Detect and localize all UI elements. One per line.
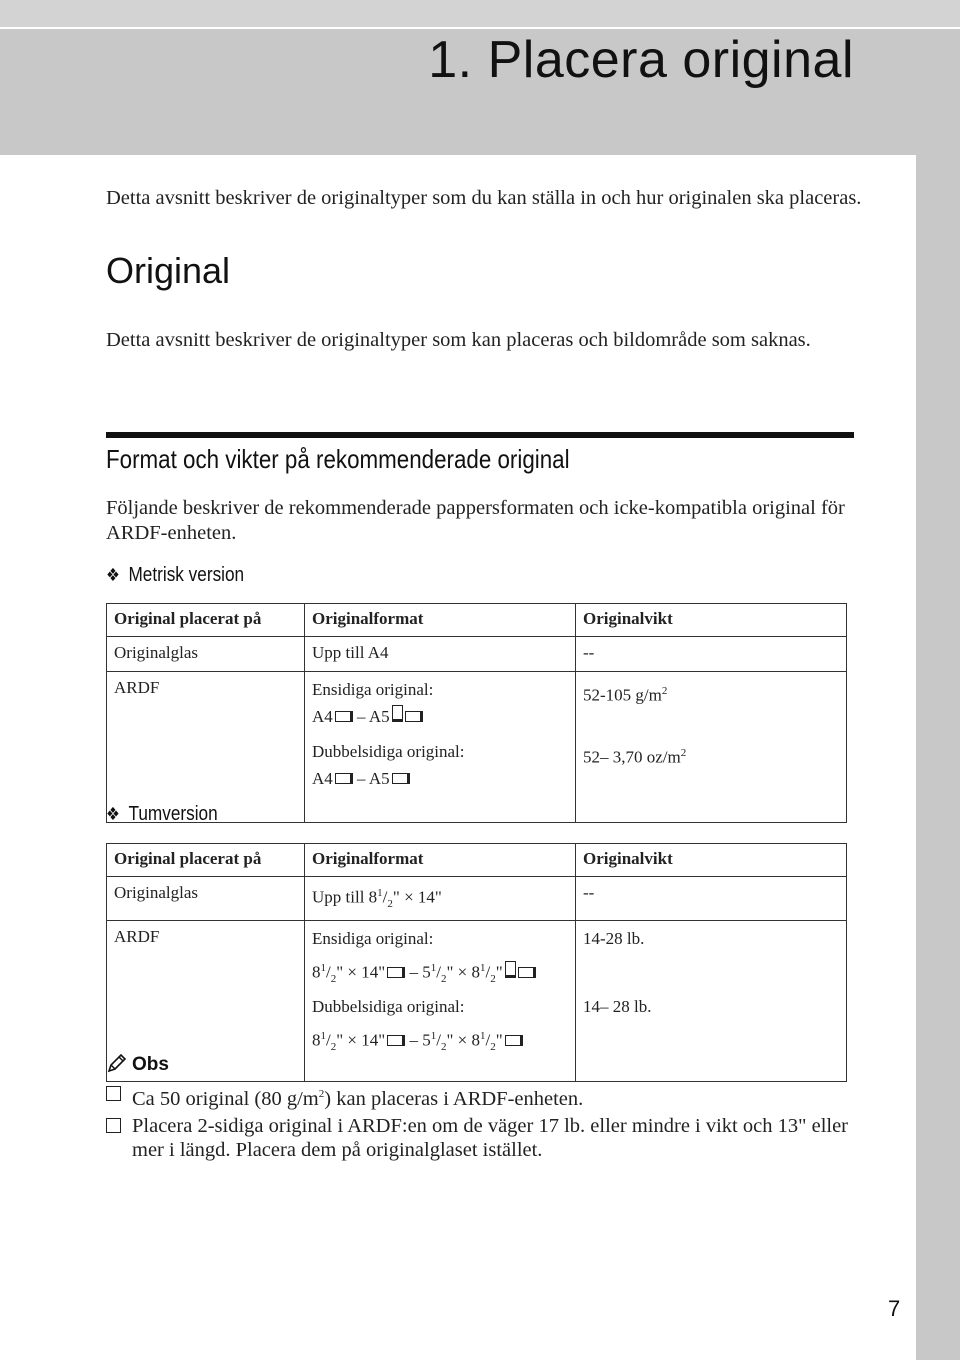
section-rule	[106, 432, 854, 438]
table-row	[107, 877, 847, 921]
header-cell: Originalvikt	[576, 604, 847, 637]
table-row	[107, 921, 847, 1082]
landscape-orientation-icon	[392, 773, 410, 784]
table-cell: Upp till $8^1/_2$" × 14"	[305, 877, 576, 921]
landscape-orientation-icon	[387, 1035, 405, 1046]
header-cell: Original placerat på	[107, 604, 305, 637]
portrait-orientation-icon	[392, 705, 403, 722]
subsection-paragraph: Följande beskriver de rekommenderade pappersformaten och icke-kompatibla original för ARDF-enheten.	[106, 497, 845, 544]
table-cell: Ensidiga original: $8^1/_2$" × 14" – $5^1/_2$" × $8^1/_2$" Dubbelsidiga original: $8^1/_2$" × 14" – $5^1/_2$" × $8^1/_2$"	[305, 921, 576, 1082]
checkbox-bullet-icon	[106, 1118, 121, 1133]
landscape-orientation-icon	[405, 711, 423, 722]
chapter-title: 1. Placera original	[428, 31, 854, 89]
diamond-bullet-icon: ❖	[106, 804, 120, 824]
inch-heading: ❖ Tumversion	[106, 803, 218, 825]
landscape-orientation-icon	[335, 773, 353, 784]
header-cell: Original placerat på	[107, 844, 305, 877]
intro-paragraph: Detta avsnitt beskriver de originaltyper som du kan ställa in och hur originalen ska placeras.	[106, 187, 862, 209]
diamond-bullet-icon: ❖	[106, 565, 120, 585]
pencil-icon	[106, 1052, 128, 1074]
table-header-row	[107, 844, 847, 877]
header-top-strip	[0, 0, 960, 29]
subsection-heading: Format och vikter på rekommenderade original	[106, 444, 570, 474]
table-cell: Originalglas	[107, 637, 305, 672]
table-cell: Ensidiga original: A4 – A5 Dubbelsidiga original: A4 – A5	[305, 672, 576, 823]
table-cell: ARDF	[107, 672, 305, 823]
table-cell: 52-105 $g/m^2$ 52– 3,70 $oz/m^2$	[576, 672, 847, 823]
obs-list-item: Ca 50 original (80 $g/m^2$) kan placeras i ARDF-enheten.	[106, 1082, 866, 1111]
table-row	[107, 637, 847, 672]
table-cell: Upp till A4	[305, 637, 576, 672]
side-thumb-band	[916, 155, 960, 1360]
header-cell: Originalformat	[305, 604, 576, 637]
table-cell: --	[576, 877, 847, 921]
header-cell: Originalvikt	[576, 844, 847, 877]
checkbox-bullet-icon	[106, 1086, 121, 1101]
inch-table	[106, 843, 847, 1082]
metric-heading: ❖ Metrisk version	[106, 564, 245, 586]
obs-list-item: Placera 2-sidiga original i ARDF:en om de väger 17 lb. eller mindre i vikt och 13" eller mer i längd. Placera dem på originalglaset istället.	[106, 1114, 866, 1162]
landscape-orientation-icon	[335, 711, 353, 722]
table-cell: Originalglas	[107, 877, 305, 921]
metric-table	[106, 603, 847, 823]
table-cell: ARDF	[107, 921, 305, 1082]
page-number: 7	[888, 1296, 901, 1321]
landscape-orientation-icon	[387, 967, 405, 978]
section-heading-original: Original	[106, 250, 231, 291]
table-cell: 14-28 lb. 14– 28 lb.	[576, 921, 847, 1082]
section-paragraph: Detta avsnitt beskriver de originaltyper som kan placeras och bildområde som saknas.	[106, 329, 811, 351]
table-cell: --	[576, 637, 847, 672]
landscape-orientation-icon	[518, 967, 536, 978]
table-row	[107, 672, 847, 823]
portrait-orientation-icon	[505, 961, 516, 978]
obs-heading: Obs	[106, 1052, 169, 1076]
header-cell: Originalformat	[305, 844, 576, 877]
table-header-row	[107, 604, 847, 637]
landscape-orientation-icon	[505, 1035, 523, 1046]
